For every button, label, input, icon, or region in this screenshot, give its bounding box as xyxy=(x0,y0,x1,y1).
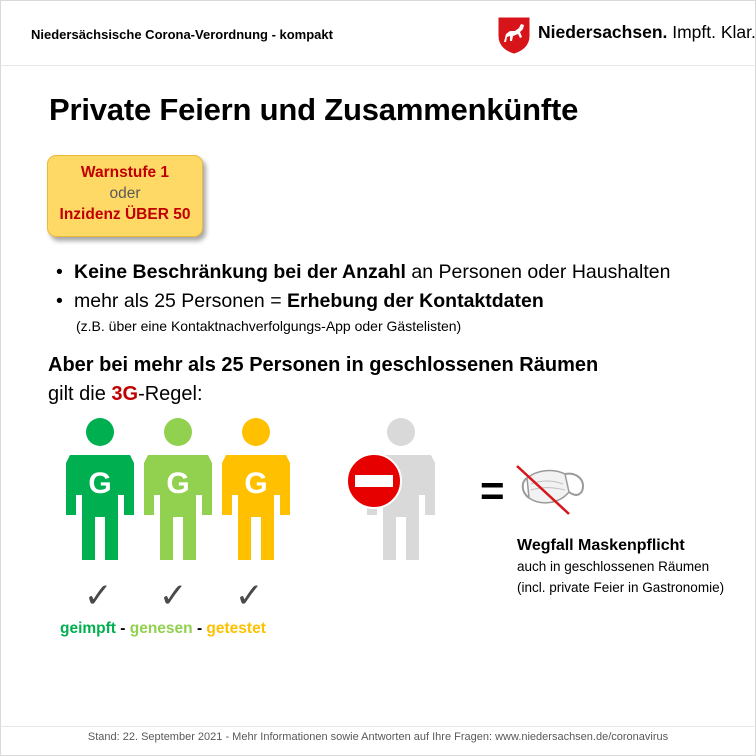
person-recovered-icon xyxy=(144,418,212,560)
legend-separator: - xyxy=(115,620,130,637)
person-vaccinated-icon xyxy=(66,418,134,560)
legend-recovered: genesen xyxy=(129,620,193,637)
rule-headline: Aber bei mehr als 25 Personen in geschlossenen Räumen xyxy=(48,354,599,376)
person-tested-icon xyxy=(222,418,290,560)
bullet-no-limit-rest: an Personen oder Haushalten xyxy=(405,261,671,283)
brand-claim: Impft. Klar. xyxy=(667,22,756,42)
footer-divider xyxy=(0,726,756,727)
legend-vaccinated: geimpft xyxy=(60,620,116,637)
bullet-no-limit xyxy=(57,261,670,284)
rule-highlight: 3G xyxy=(111,383,139,405)
mask-rule-line2: (incl. private Feier in Gastronomie) xyxy=(517,580,725,595)
vaccinated-letter: G xyxy=(88,467,112,500)
header-divider xyxy=(0,65,756,66)
legend-tested: getestet xyxy=(206,620,266,637)
equals-sign: = xyxy=(480,467,505,514)
check-vaccinated-icon: ✓ xyxy=(84,576,113,616)
or-label: oder xyxy=(109,185,141,202)
brand-name: Niedersachsen. xyxy=(538,22,668,42)
warning-level-box xyxy=(47,155,203,237)
tested-letter: G xyxy=(244,467,268,500)
no-entry-icon xyxy=(347,454,401,508)
rule-line xyxy=(48,383,203,406)
rule-prefix: gilt die xyxy=(48,383,112,405)
brand-slogan xyxy=(538,22,756,43)
rule-suffix: -Regel: xyxy=(138,383,203,405)
header-title: Niedersächsische Corona-Verordnung - kompakt xyxy=(31,27,333,42)
incidence-label: Inzidenz ÜBER 50 xyxy=(59,206,191,223)
crossed-mask-icon xyxy=(513,462,589,518)
bullet-contact-data xyxy=(57,290,544,313)
bullet-contact-data-note: (z.B. über eine Kontaktnachverfolgungs-App oder Gästelisten) xyxy=(76,318,462,334)
warning-level-label: Warnstufe 1 xyxy=(80,164,170,181)
page-title: Private Feiern und Zusammenkünfte xyxy=(49,92,579,127)
bullet-contact-data-bold: Erhebung der Kontaktdaten xyxy=(287,290,544,312)
person-figures xyxy=(0,415,470,565)
bullet-contact-data-rest: mehr als 25 Personen = xyxy=(74,290,287,312)
check-recovered-icon: ✓ xyxy=(159,576,188,616)
niedersachsen-logo-icon xyxy=(497,16,531,54)
bullet-no-limit-bold: Keine Beschränkung bei der Anzahl xyxy=(74,261,406,283)
footer-note: Stand: 22. September 2021 - Mehr Informationen sowie Antworten auf Ihre Fragen: www.niedersachsen.de/coronavirus xyxy=(87,731,669,743)
mask-rule-heading: Wegfall Maskenpflicht xyxy=(517,537,685,554)
3g-legend xyxy=(60,620,266,638)
check-tested-icon: ✓ xyxy=(235,576,264,616)
recovered-letter: G xyxy=(166,467,190,500)
mask-rule-line1: auch in geschlossenen Räumen xyxy=(517,559,710,574)
legend-separator: - xyxy=(192,620,207,637)
